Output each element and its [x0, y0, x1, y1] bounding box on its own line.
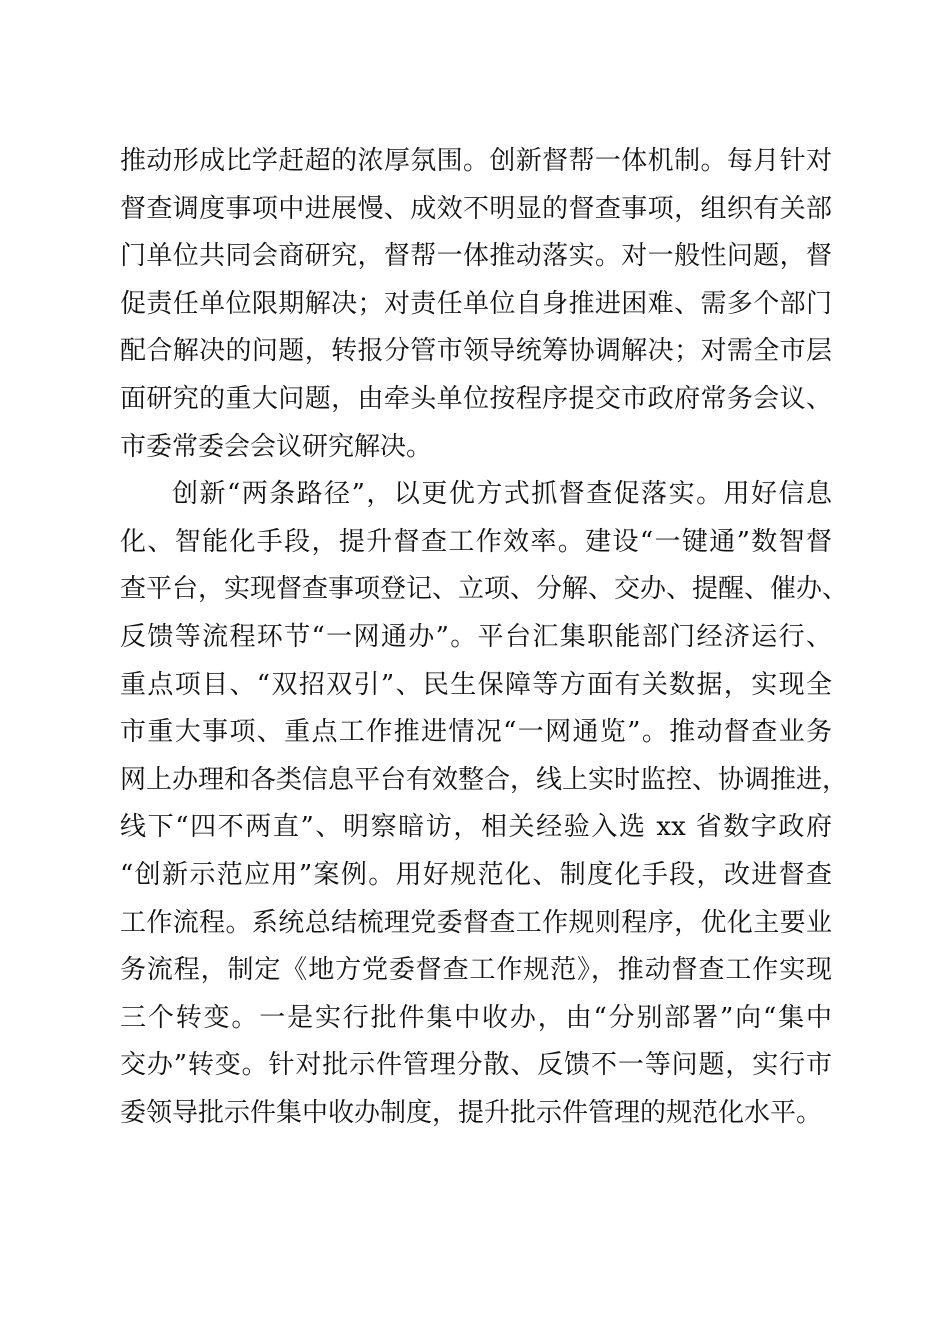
- paragraph-start-line: 创新“两条路径”，以更优方式抓督查促落实。用好信息: [172, 479, 832, 510]
- text-line: 交办”转变。针对批示件管理分散、反馈不一等问题，实行市: [120, 1050, 832, 1081]
- text-line: 委领导批示件集中收办制度，提升批示件管理的规范化水平。: [120, 1097, 823, 1128]
- text-line: 务流程，制定《地方党委督查工作规范》，推动督查工作实现: [120, 955, 832, 986]
- text-line: “创新示范应用”案例。用好规范化、制度化手段，改进督查: [120, 859, 832, 890]
- text-line: 督查调度事项中进展慢、成效不明显的督查事项，组织有关部: [120, 193, 832, 224]
- text-line: 查平台，实现督查事项登记、立项、分解、交办、提醒、催办、: [120, 574, 849, 605]
- text-line: 面研究的重大问题，由牵头单位按程序提交市政府常务会议、: [120, 383, 832, 414]
- document-body: [120, 138, 849, 1137]
- text-line: 市重大事项、重点工作推进情况“一网通览”。推动督查业务: [120, 717, 832, 748]
- text-line: 工作流程。系统总结梳理党委督查工作规则程序，优化主要业: [120, 907, 832, 938]
- paragraph-end-line: 市委常委会会议研究解决。: [120, 431, 433, 462]
- text-line: 配合解决的问题，转报分管市领导统筹协调解决；对需全市层: [120, 336, 832, 367]
- text-line: 化、智能化手段，提升督查工作效率。建设“一键通”数智督: [120, 526, 832, 557]
- text-line: 线下“四不两直”、明察暗访，相关经验入选 xx 省数字政府: [120, 812, 832, 843]
- text-line: 促责任单位限期解决；对责任单位自身推进困难、需多个部门: [120, 288, 832, 319]
- text-line: 推动形成比学赶超的浓厚氛围。创新督帮一体机制。每月针对: [120, 146, 832, 176]
- text-line: 门单位共同会商研究，督帮一体推动落实。对一般性问题，督: [120, 241, 832, 272]
- text-line: 三个转变。一是实行批件集中收办，由“分别部署”向“集中: [120, 1002, 832, 1033]
- text-line: 反馈等流程环节“一网通办”。平台汇集职能部门经济运行、: [120, 621, 832, 652]
- text-line: 网上办理和各类信息平台有效整合，线上实时监控、协调推进，: [120, 764, 849, 795]
- text-line: 重点项目、“双招双引”、民生保障等方面有关数据，实现全: [120, 669, 832, 700]
